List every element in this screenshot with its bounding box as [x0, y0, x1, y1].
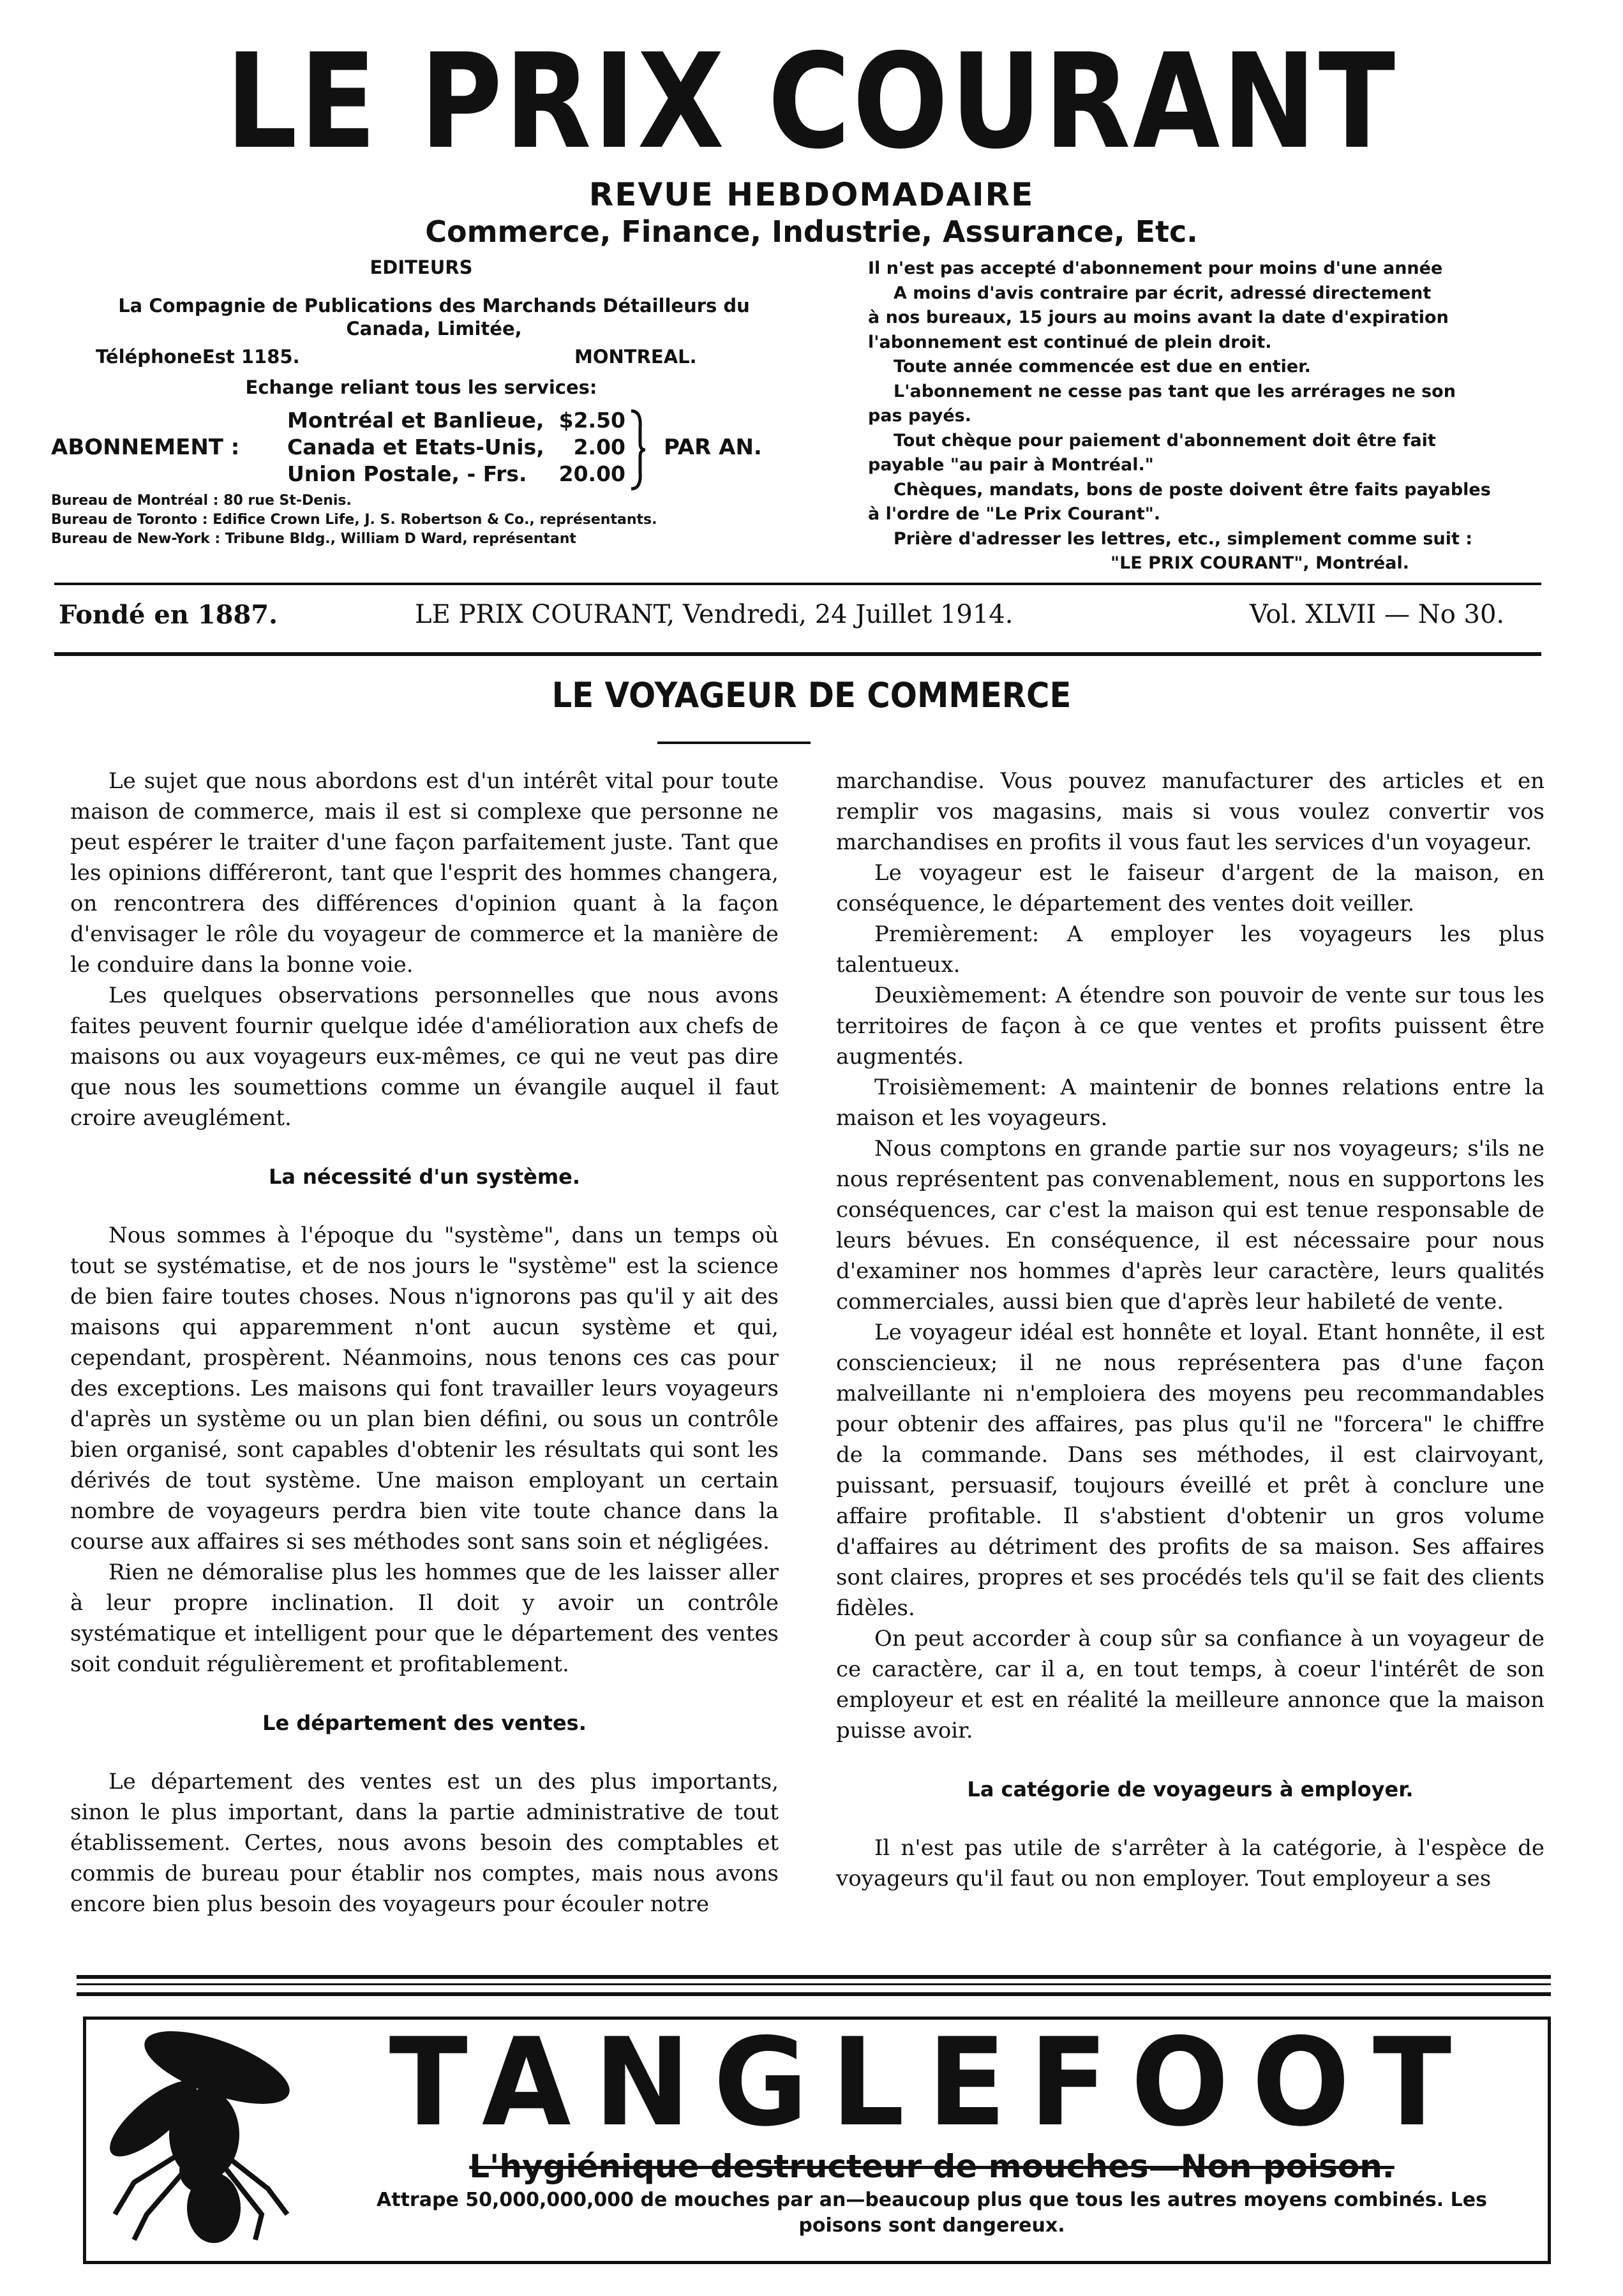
section-heading: La catégorie de voyageurs à employer.: [967, 1777, 1414, 1801]
publisher-city: MONTREAL.: [574, 346, 697, 368]
condition-line: l'abonnement est continué de plein droit.: [868, 332, 1272, 352]
article-title: LE VOYAGEUR DE COMMERCE: [551, 675, 1072, 715]
ad-rule-top: [77, 1975, 1551, 1979]
advertisement-brand: TANGLEFOOT: [389, 2012, 1475, 2153]
condition-line: "LE PRIX COURANT", Montréal.: [1111, 553, 1409, 573]
condition-line: Il n'est pas accepté d'abonnement pour moins d'une année: [868, 258, 1443, 278]
header-rule-top: [54, 583, 1541, 585]
subscription-conditions: [868, 257, 1538, 576]
office-newyork: Bureau de New-York : Tribune Bldg., William D Ward, représentant: [51, 531, 576, 547]
volume-number: Vol. XLVII — No 30.: [1250, 600, 1505, 629]
fly-icon: [96, 2023, 313, 2246]
paragraph: Le voyageur est le faiseur d'argent de la maison, en conséquence, le département des ventes doit veiller.: [836, 860, 1544, 916]
issue-date: LE PRIX COURANT, Vendredi, 24 Juillet 1914.: [415, 600, 1013, 629]
rate-price: 20.00: [558, 461, 625, 486]
paragraph: Il n'est pas utile de s'arrêter à la catégorie, à l'espèce de voyageurs qu'il faut ou non employer. Tout employeur a ses: [836, 1835, 1544, 1891]
condition-line: Prière d'adresser les lettres, etc., simplement comme suit :: [894, 528, 1473, 549]
condition-line: Chèques, mandats, bons de poste doivent être faits payables: [894, 479, 1491, 500]
paragraph: Le sujet que nous abordons est d'un intérêt vital pour toute maison de commerce, mais il est si complexe que personne ne peut espérer le traiter d'une façon parfaitement juste. Tant que les opinions différeront, tant que l'esprit des hommes changera, on rencontrera des différences d'opinion quant à la façon d'envisager le rôle du voyageur de commerce et la manière de le conduire dans la bonne voie.: [70, 768, 779, 978]
rate-region: Union Postale, - Frs.: [287, 461, 527, 486]
section-heading: Le département des ventes.: [262, 1711, 587, 1735]
rate-region: Montréal et Banlieue,: [287, 408, 544, 433]
paragraph: Troisièmement: A maintenir de bonnes relations entre la maison et les voyageurs.: [836, 1075, 1544, 1131]
paragraph: Les quelques observations personnelles que nous avons faites peuvent fournir quelque idée d'amélioration aux chefs de maisons ou aux voyageurs eux-mêmes, ce qui ne veut pas dire que nous les soumettions comme un évangile auquel il faut croire aveuglément.: [70, 983, 779, 1131]
paragraph: Nous comptons en grande partie sur nos voyageurs; s'ils ne nous représentent pas convenablement, nous en supportons les conséquences, car c'est la maison qui est tenue responsable de leurs bévues. En conséquence, il est nécessaire pour nous d'examiner nos hommes d'après leur caractère, leurs qualités commerciales, aussi bien que d'après leur habileté de vente.: [836, 1136, 1544, 1315]
brace-icon: [629, 408, 648, 491]
condition-line: à l'ordre de "Le Prix Courant".: [868, 504, 1161, 524]
masthead-title: LE PRIX COURANT: [225, 26, 1398, 178]
publisher-company-line2: Canada, Limitée,: [346, 318, 522, 339]
per-year-label: PAR AN.: [664, 435, 762, 460]
rate-price: 2.00: [573, 435, 625, 459]
rate-price: $2.50: [558, 408, 625, 433]
masthead-subtitle: REVUE HEBDOMADAIRE: [588, 176, 1035, 213]
title-underline: [657, 742, 811, 744]
condition-line: Tout chèque pour paiement d'abonnement doit être fait: [894, 430, 1436, 451]
ad-rule-third: [77, 1992, 1551, 1996]
paragraph: Nous sommes à l'époque du "système", dans un temps où tout se systématise, et de nos jours le "système" est la science de bien faire toutes choses. Nous n'ignorons pas qu'il y ait des maisons qui apparemment n'ont aucun système et qui, cependant, prospèrent. Néanmoins, nous tenons ces cas pour des exceptions. Les maisons qui font travailler leurs voyageurs d'après un système ou un plan bien défini, ou sous un contrôle bien organisé, sont capables d'obtenir les résultats qui sont les dérivés de tout système. Une maison employant un certain nombre de voyageurs perdra bien vite toute chance dans la course aux affaires si ses méthodes sont sans soin et négligées.: [70, 1223, 779, 1554]
publisher-heading: EDITEURS: [370, 257, 473, 278]
office-toronto: Bureau de Toronto : Edifice Crown Life, J. S. Robertson & Co., représentants.: [51, 512, 657, 528]
publisher-company-line1: La Compagnie de Publications des Marchands Détailleurs du: [118, 295, 750, 317]
paragraph: Premièrement: A employer les voyageurs les plus talentueux.: [836, 921, 1544, 978]
condition-line: A moins d'avis contraire par écrit, adressé directement: [894, 283, 1432, 303]
condition-line: pas payés.: [868, 406, 971, 426]
founded-date: Fondé en 1887.: [59, 600, 278, 630]
section-heading: La nécessité d'un système.: [268, 1165, 581, 1189]
subscription-label: ABONNEMENT :: [51, 435, 240, 460]
publisher-phone: TéléphoneEst 1185.: [96, 346, 300, 368]
paragraph: Le voyageur idéal est honnête et loyal. Etant honnête, il est consciencieux; il ne nous représentera pas d'une façon malveillante ni n'emploiera des moyens peu recommandables pour obtenir des affaires, pas plus qu'il ne "forcera" le chiffre de la commande. Dans ses méthodes, il est clairvoyant, puissant, persuasif, toujours éveillé et prêt à conclure une affaire profitable. Il s'abstient d'obtenir un gros volume d'affaires au détriment des profits de sa maison. Ses affaires sont claires, propres et ses procédés tels qu'il se fait des clients fidèles.: [836, 1320, 1544, 1621]
advertisement-body: Attrape 50,000,000,000 de mouches par an—beaucoup plus que tous les autres moyens combinés. Les poisons sont dangereux.: [377, 2189, 1487, 2237]
paragraph: marchandise. Vous pouvez manufacturer des articles et en remplir vos magasins, mais si vous voulez convertir vos marchandises en profits il vous faut les services d'un voyageur.: [836, 768, 1544, 855]
paragraph: Le département des ventes est un des plus importants, sinon le plus important, dans la partie administrative de tout établissement. Certes, nous avons besoin des comptables et commis de bureau pour établir nos comptes, mais nous avons encore bien plus besoin des voyageurs pour écouler notre: [70, 1769, 779, 1917]
masthead-tagline: Commerce, Finance, Industrie, Assurance, Etc.: [425, 214, 1198, 249]
rate-region: Canada et Etats-Unis,: [287, 435, 544, 459]
paragraph: On peut accorder à coup sûr sa confiance à un voyageur de ce caractère, car il a, en tout temps, à coeur l'intérêt de son employeur et est en réalité la meilleure annonce que la maison puisse avoir.: [836, 1626, 1544, 1743]
article-column-right: [836, 766, 1544, 1894]
paragraph: Rien ne démoralise plus les hommes que de les laisser aller à leur propre inclination. Il doit y avoir un contrôle systématique et intelligent pour que le département des ventes soit conduit régulièrement et profitablement.: [70, 1560, 779, 1677]
condition-line: à nos bureaux, 15 jours au moins avant la date d'expiration: [868, 308, 1449, 327]
office-montreal: Bureau de Montréal : 80 rue St-Denis.: [51, 493, 352, 509]
publisher-exchange: Echange reliant tous les services:: [245, 376, 597, 398]
condition-line: L'abonnement ne cesse pas tant que les arrérages ne son: [894, 381, 1456, 401]
condition-line: Toute année commencée est due en entier.: [894, 357, 1311, 376]
advertisement-headline: L'hygiénique destructeur de mouches—Non poison.: [469, 2148, 1395, 2185]
article-column-left: [70, 766, 779, 1920]
header-rule-bottom: [54, 652, 1541, 656]
paragraph: Deuxièmement: A étendre son pouvoir de vente sur tous les territoires de façon à ce que ventes et profits puissent être augmentés.: [836, 983, 1544, 1070]
ad-rule-second: [77, 1983, 1551, 1985]
condition-line: payable "au pair à Montréal.": [868, 455, 1154, 475]
